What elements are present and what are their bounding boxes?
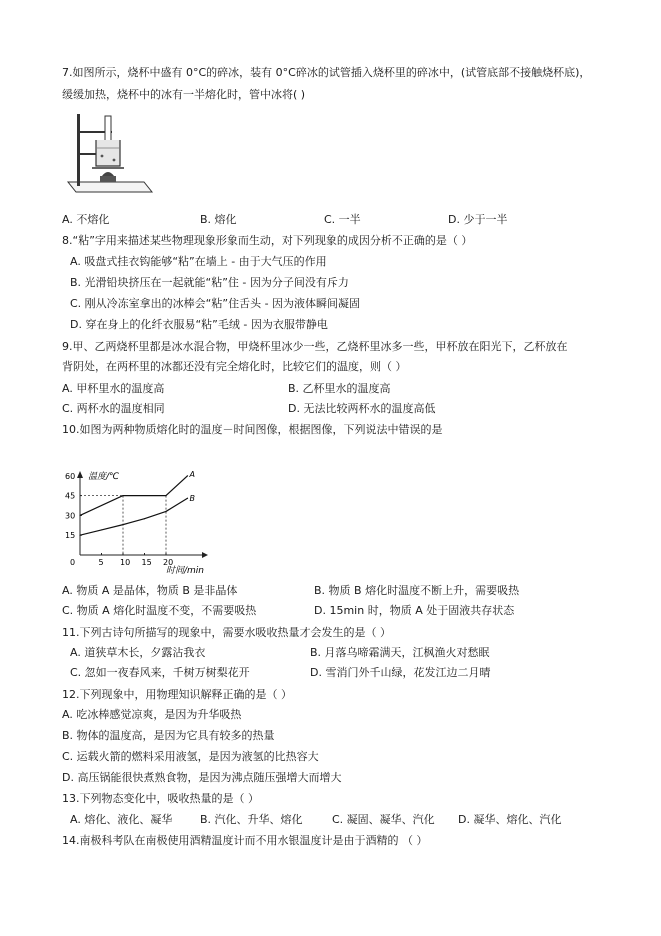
series-B-point [165, 511, 166, 512]
series-B-segment [145, 511, 167, 518]
y-tick-label: 30 [65, 511, 76, 521]
q7-option-a[interactable]: A. 不熔化 [62, 213, 110, 226]
series-B-segment [123, 519, 145, 525]
y-tick-label: 45 [65, 491, 76, 501]
q7-option-c[interactable]: C. 一半 [324, 213, 361, 226]
q8-stem: 8.“粘”字用来描述某些物理现象形象而生动，对下列现象的成因分析不正确的是（ ） [62, 234, 473, 247]
q9-stem-line1: 9.甲、乙两烧杯里都是冰水混合物，甲烧杯里冰少一些，乙烧杯里冰多一些，甲杯放在阳光下，乙杯放在 [62, 340, 568, 353]
y-tick-label: 60 [65, 471, 76, 481]
q9-option-c[interactable]: C. 两杯水的温度相同 [62, 402, 165, 415]
y-axis-label: 温度/℃ [88, 472, 120, 482]
q12-option-c[interactable]: C. 运载火箭的燃料采用液氢，是因为液氢的比热容大 [62, 750, 319, 763]
series-A-point [122, 495, 123, 496]
q10-option-c[interactable]: C. 物质 A 熔化时温度不变，不需要吸热 [62, 604, 257, 617]
q11-option-a[interactable]: A. 道狭草木长，夕露沾我衣 [70, 646, 206, 659]
q10-temperature-time-chart [62, 466, 212, 578]
x-tick-label: 0 [70, 558, 76, 567]
q10-option-a[interactable]: A. 物质 A 是晶体，物质 B 是非晶体 [62, 584, 238, 597]
q12-option-a[interactable]: A. 吃冰棒感觉凉爽，是因为升华吸热 [62, 708, 242, 721]
q13-option-b[interactable]: B. 汽化、升华、熔化 [200, 813, 303, 826]
series-B-label: B [189, 494, 195, 504]
q11-options-row2 [70, 666, 622, 680]
q12-option-b[interactable]: B. 物体的温度高，是因为它具有较多的热量 [62, 729, 275, 742]
q11-options-row1 [70, 646, 622, 660]
q11-option-b[interactable]: B. 月落乌啼霜满天，江枫渔火对愁眠 [310, 646, 490, 659]
q11-stem: 11.下列古诗句所描写的现象中，需要水吸收热量才会发生的是（ ） [62, 626, 391, 639]
q10-stem: 10.如图为两种物质熔化时的温度－时间图像，根据图像，下列说法中错误的是 [62, 423, 443, 436]
series-A-label: A [189, 469, 195, 479]
q12-option-d[interactable]: D. 高压锅能很快煮熟食物，是因为沸点随压强增大而增大 [62, 771, 342, 784]
x-tick-label: 5 [98, 558, 104, 567]
series-B-segment [80, 530, 102, 535]
chart-guides [80, 496, 166, 555]
q13-stem: 13.下列物态变化中，吸收热量的是（ ） [62, 792, 259, 805]
x-tick-label: 20 [163, 558, 174, 567]
q11-option-d[interactable]: D. 雪消门外千山绿，花发江边二月晴 [310, 666, 491, 679]
q8-option-a[interactable]: A. 吸盘式挂衣钩能够“粘”在墙上 - 由于大气压的作用 [70, 255, 327, 268]
y-tick-label: 15 [65, 531, 76, 541]
x-tick-label: 10 [120, 558, 131, 567]
series-A-point [187, 475, 188, 476]
q12-stem: 12.下列现象中，用物理知识解释正确的是（ ） [62, 688, 292, 701]
series-A-point [165, 495, 166, 496]
series-B-point [122, 524, 123, 525]
q10-options-row2 [62, 604, 622, 618]
series-A-segment [166, 476, 188, 496]
q14-stem: 14.南极科考队在南极使用酒精温度计而不用水银温度计是由于酒精的 （ ） [62, 834, 428, 847]
q9-options-row1 [62, 382, 622, 396]
series-B-point [101, 529, 102, 530]
series-A-segment [80, 496, 123, 516]
q9-options-row2 [62, 402, 622, 416]
q10-options-row1 [62, 584, 622, 598]
q7-option-d[interactable]: D. 少于一半 [448, 213, 508, 226]
series-B-point [144, 518, 145, 519]
q13-option-c[interactable]: C. 凝固、凝华、汽化 [332, 813, 435, 826]
series-B-point [79, 535, 80, 536]
q8-option-c[interactable]: C. 刚从冷冻室拿出的冰棒会“粘”住舌头 - 因为液体瞬间凝固 [70, 297, 361, 310]
q7-stem-line1: 7.如图所示，烧杯中盛有 0°C的碎冰，装有 0°C碎冰的试管插入烧杯里的碎冰中，(试管底部不接触烧杯底)， [62, 66, 591, 79]
x-axis-label: 时间/min [166, 566, 205, 576]
q7-apparatus-figure [62, 110, 154, 202]
series-A-point [79, 515, 80, 516]
q7-stem-line2: 缓缓加热，烧杯中的冰有一半熔化时，管中冰将( ) [62, 88, 306, 101]
q9-option-d[interactable]: D. 无法比较两杯水的温度高低 [288, 402, 436, 415]
y-axis-arrow [77, 471, 83, 478]
q9-stem-line2: 背阴处，在两杯里的冰都还没有完全熔化时，比较它们的温度，则（ ） [62, 360, 407, 373]
q7-option-b[interactable]: B. 熔化 [200, 213, 237, 226]
q11-option-c[interactable]: C. 忽如一夜春风来，千树万树梨花开 [70, 666, 250, 679]
q9-option-a[interactable]: A. 甲杯里水的温度高 [62, 382, 165, 395]
q10-option-d[interactable]: D. 15min 时，物质 A 处于固液共存状态 [314, 604, 515, 617]
series-B-point [187, 498, 188, 499]
series-B-segment [102, 525, 124, 530]
q8-option-d[interactable]: D. 穿在身上的化纤衣服易“粘”毛绒 - 因为衣服带静电 [70, 318, 328, 331]
q13-option-d[interactable]: D. 凝华、熔化、汽化 [458, 813, 562, 826]
q13-options [70, 813, 622, 827]
x-axis-arrow [202, 552, 208, 558]
series-B-segment [166, 498, 188, 511]
q13-option-a[interactable]: A. 熔化、液化、凝华 [70, 813, 173, 826]
q7-options [62, 213, 622, 227]
q9-option-b[interactable]: B. 乙杯里水的温度高 [288, 382, 391, 395]
q10-option-b[interactable]: B. 物质 B 熔化时温度不断上升，需要吸热 [314, 584, 520, 597]
q8-option-b[interactable]: B. 光滑铅块挤压在一起就能“粘”住 - 因为分子间没有斥力 [70, 276, 349, 289]
series-B [79, 494, 195, 536]
x-tick-label: 15 [141, 558, 152, 567]
chart-ticks [65, 472, 173, 567]
chart-axes [77, 471, 208, 558]
